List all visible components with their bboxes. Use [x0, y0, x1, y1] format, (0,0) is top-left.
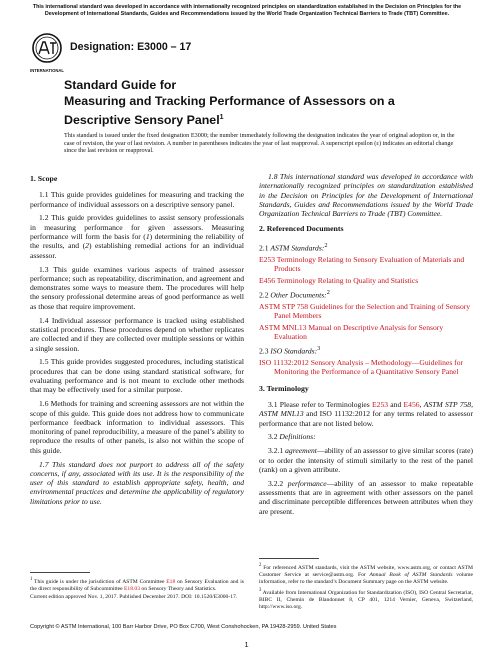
footnote-1: $^1$ This guide is under the jurisdiction of ASTM Committee E18 on Sensory Evaluation and is the direct responsibility of Subcommittee E18.03 on Sensory Theory and Statistics.: [30, 577, 244, 592]
reference-iso-11132[interactable]: ISO 11132:2012 Sensory Analysis – Methodology—Guidelines for Monitoring the Performance of a Quantitative Sensory Panel: [259, 358, 464, 377]
para-3-2: 3.2 Definitions:: [268, 432, 316, 442]
link-e18[interactable]: E18: [166, 578, 176, 585]
wto-notice: This international standard was developed in accordance with internationally recognized principles on standardization established in the Decision on Principles for the Development of International Standards, Guides and Recommendations issued by the World Trade Organization Technical Barriers to Trade (TBT) Committee.: [32, 4, 462, 17]
subsection-2-1: 2.1 ASTM Standards:$^2$: [259, 241, 328, 253]
definition-performance: 3.2.2 performance—ability of an assessor to make repeatable assessments that are in agreement with other assessors on the panel and discriminate perceptible differences between attributes when they are present.: [259, 478, 473, 516]
astm-logo-icon: [30, 32, 64, 76]
left-column: [30, 172, 244, 511]
page-number: 1: [244, 640, 249, 649]
para-1-2: 1.2 This guide provides guidelines to assist sensory professionals in measuring performance for given assessors. Measuring performance will form the basis for (1) determining the reliability of the results, and (2) establishing remedial actions for an individual assessor.: [30, 213, 244, 260]
title-line-2: Measuring and Tracking Performance of Assessors on a Descriptive Sensory Panel$^1$: [64, 94, 395, 127]
document-title: [64, 77, 444, 128]
para-3-1: 3.1 Please refer to Terminologies E253 and E456, ASTM STP 758, ASTM MNL13 and ISO 11132:2012 for any terms related to assessor performance that are not listed below.: [259, 399, 474, 428]
right-column: [259, 172, 473, 521]
footnotes-left: [30, 576, 244, 603]
footnote-rule-right: [259, 558, 319, 559]
para-1-4: 1.4 Individual assessor performance is tracked using established statistical procedures. These procedures depend on whether replicates are collected and if they are collected over multiple sessions or within a single session.: [30, 315, 244, 353]
copyright-footer: Copyright © ASTM International, 100 Barr Harbor Drive, PO Box C700, West Conshohocken, PA 19428-2959. United States: [30, 624, 337, 630]
para-1-5: 1.5 This guide provides suggested procedures, including statistical procedures that can be done using standard statistical software, for evaluating performance and is not meant to exclude other methods that may be effectively used for a similar purpose.: [30, 357, 244, 395]
footnote-3: $^3$ Available from International Organization for Standardization (ISO), ISO Central Secretariat, BIBC II, Chemin de Blandonnet 8, CP 401, 1214 Vernier, Geneva, Switzerland, http://www.iso.org.: [259, 588, 473, 611]
definition-agreement: 3.2.1 agreement—ability of an assessor to give similar scores (rate) or to order the intensity of stimuli similarly to the rest of the panel (rank) on a given attribute.: [259, 446, 473, 474]
designation: Designation: E3000 – 17: [70, 41, 192, 53]
issue-note: This standard is issued under the fixed designation E3000; the number immediately following the designation indicates the year of original adoption or, in the case of revision, the year of last revision. A number in parentheses indicates the year of last reapproval. A superscript epsilon (ε) indicates an editorial change since the last revision or reapproval.: [64, 132, 455, 155]
link-e18-03[interactable]: E18.03: [124, 585, 141, 592]
para-1-8: 1.8 This international standard was developed in accordance with internationally recognized principles on standardization established in the Decision on Principles for the Development of International Standards, Guides and Recommendations issued by the World Trade Organization Technical Barriers to Trade (TBT) Committee.: [259, 172, 473, 219]
title-line-1: Standard Guide for: [64, 78, 177, 92]
para-1-7: 1.7 This standard does not purport to address all of the safety concerns, if any, associated with its use. It is the responsibility of the user of this standard to establish appropriate safety, health, and environmental practices and determine the applicability of regulatory limitations prior to use.: [30, 459, 244, 506]
section-heading-references: 2. Referenced Documents: [259, 224, 344, 234]
section-heading-scope: 1. Scope: [30, 174, 58, 183]
link-e456[interactable]: E456: [403, 399, 420, 409]
footnote-2: $^2$ For referenced ASTM standards, visit the ASTM website, www.astm.org, or contact ASTM Customer Service at service@astm.org. For Annual Book of ASTM Standards volume information, refer to the standard’s Document Summary page on the ASTM website.: [259, 563, 473, 585]
reference-stp-758[interactable]: ASTM STP 758 Guidelines for the Selection and Training of Sensory Panel Members: [259, 301, 471, 321]
para-1-1: 1.1 This guide provides guidelines for measuring and tracking the performance of individual assessors on a descriptive sensory panel.: [30, 190, 244, 209]
title-footnote-marker: 1: [219, 113, 224, 121]
reference-list: [259, 241, 473, 377]
footnote-rule-left: [30, 572, 90, 573]
link-e253[interactable]: E253: [372, 399, 389, 409]
reference-e456[interactable]: E456 Terminology Relating to Quality and Statistics: [259, 275, 419, 285]
reference-mnl13[interactable]: ASTM MNL13 Manual on Descriptive Analysis for Sensory Evaluation: [259, 322, 444, 342]
subsection-2-3: 2.3 ISO Standards:$^3$: [259, 344, 321, 356]
footnotes-right: [259, 562, 473, 613]
para-1-3: 1.3 This guide examines various aspects of trained assessor performance; such as repeatability, discrimination, and agreement and demonstrates some ways to measure them. The procedures will help the sensory professional determine areas of good performance as well as those that require improvement.: [30, 264, 244, 311]
logo-wordmark: INTERNATIONAL: [30, 68, 64, 73]
subsection-2-2: 2.2 Other Documents:$^2$: [259, 288, 330, 300]
footnote-1-edition: Current edition approved Nov. 1, 2017. Published December 2017. DOI: 10.1520/E3000-17.: [30, 594, 238, 601]
reference-e253[interactable]: E253 Terminology Relating to Sensory Evaluation of Materials and Products: [259, 255, 465, 274]
para-1-6: 1.6 Methods for training and screening assessors are not within the scope of this guide. This guide does not address how to communicate performance feedback information to individual assessors. This monitoring of panel reproducibility, a measure of the panel’s ability to reproduce the results of other panels, is also not within the scope of this guide.: [30, 399, 244, 455]
section-heading-terminology: 3. Terminology: [259, 383, 309, 393]
